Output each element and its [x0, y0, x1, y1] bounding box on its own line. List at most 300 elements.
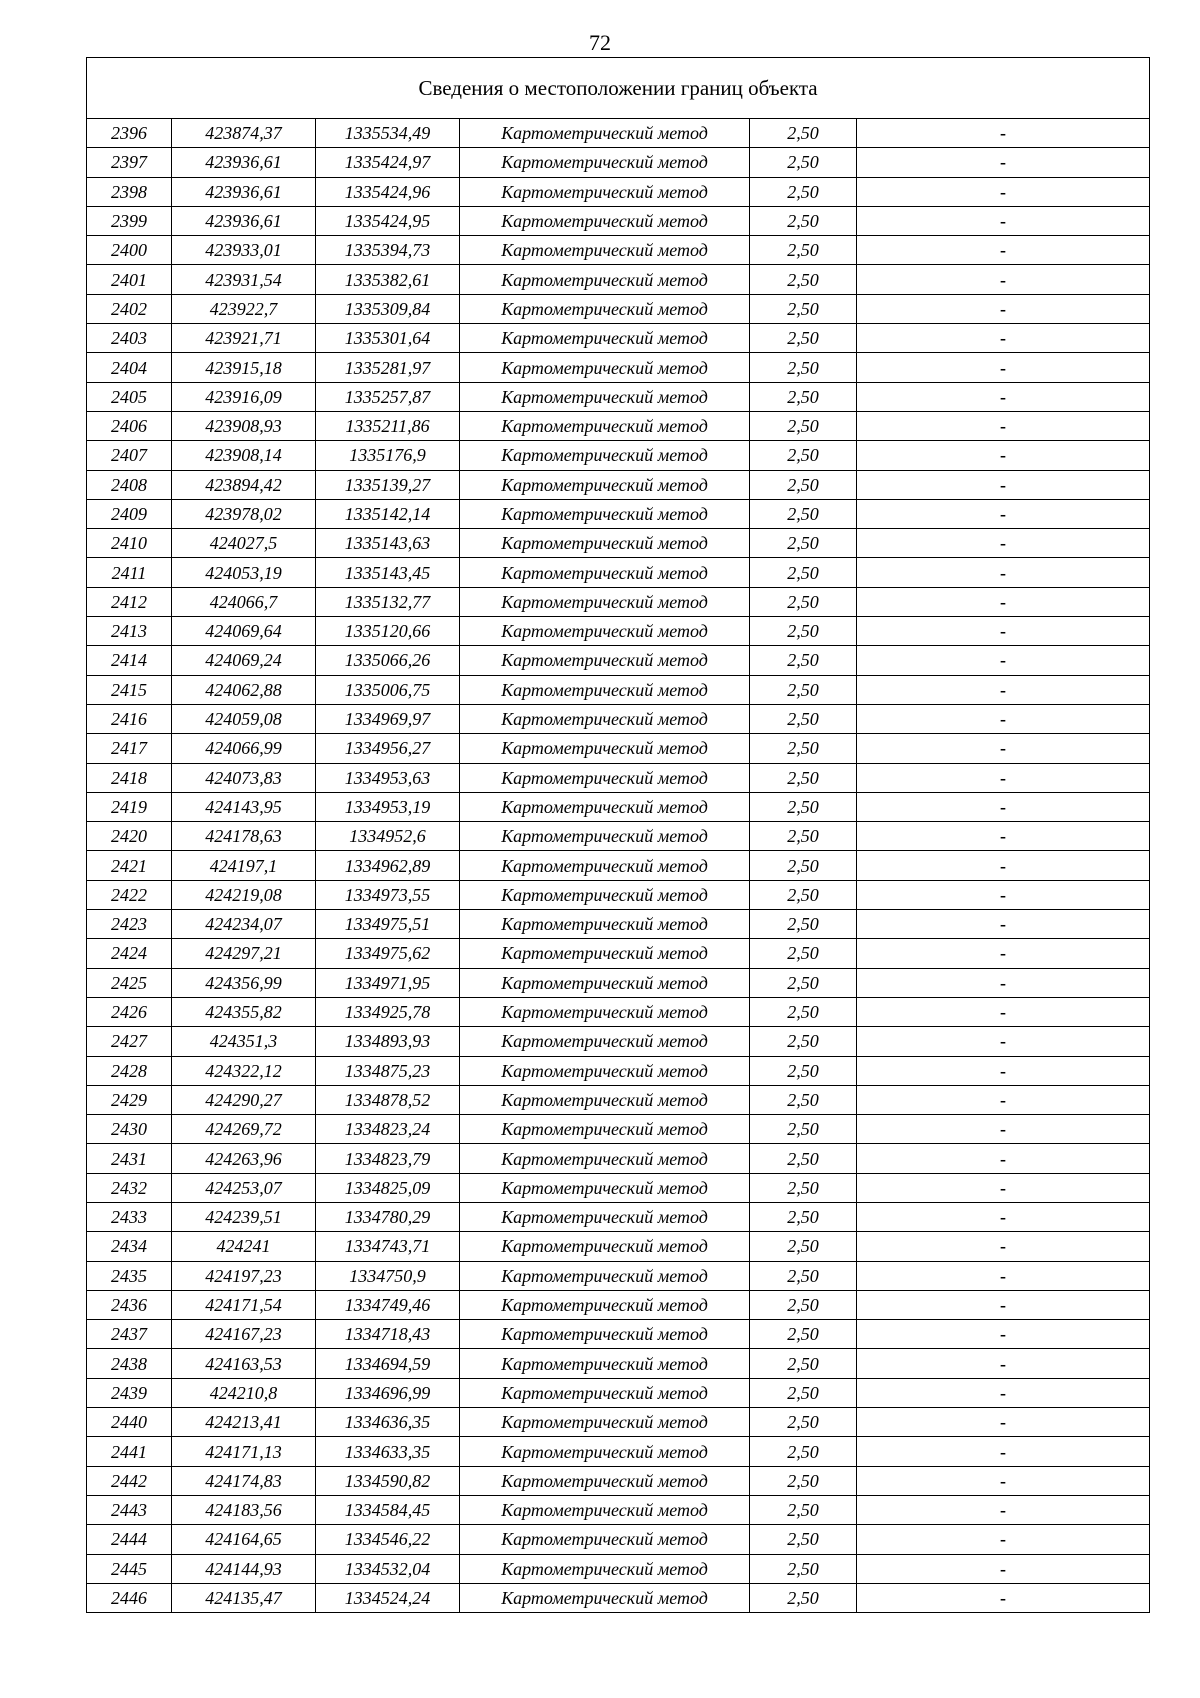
- x-coordinate-cell: 424069,64: [172, 617, 316, 646]
- y-coordinate-cell: 1334971,95: [316, 968, 460, 997]
- accuracy-cell: 2,50: [750, 1085, 857, 1114]
- accuracy-cell: 2,50: [750, 939, 857, 968]
- point-number-cell: 2417: [87, 734, 172, 763]
- accuracy-cell: 2,50: [750, 763, 857, 792]
- method-cell: Картометрический метод: [460, 734, 750, 763]
- x-coordinate-cell: 423978,02: [172, 499, 316, 528]
- accuracy-cell: 2,50: [750, 236, 857, 265]
- description-cell: -: [857, 1495, 1150, 1524]
- description-cell: -: [857, 1261, 1150, 1290]
- point-number-cell: 2414: [87, 646, 172, 675]
- method-cell: Картометрический метод: [460, 792, 750, 821]
- x-coordinate-cell: 424062,88: [172, 675, 316, 704]
- method-cell: Картометрический метод: [460, 1144, 750, 1173]
- x-coordinate-cell: 424239,51: [172, 1202, 316, 1231]
- description-cell: -: [857, 1437, 1150, 1466]
- table-row: [87, 1554, 1150, 1583]
- table-title: Сведения о местоположении границ объекта: [87, 58, 1150, 119]
- method-cell: Картометрический метод: [460, 529, 750, 558]
- description-cell: -: [857, 529, 1150, 558]
- x-coordinate-cell: 424164,65: [172, 1525, 316, 1554]
- method-cell: Картометрический метод: [460, 880, 750, 909]
- description-cell: -: [857, 1056, 1150, 1085]
- y-coordinate-cell: 1334953,63: [316, 763, 460, 792]
- accuracy-cell: 2,50: [750, 206, 857, 235]
- y-coordinate-cell: 1335394,73: [316, 236, 460, 265]
- point-number-cell: 2422: [87, 880, 172, 909]
- method-cell: Картометрический метод: [460, 177, 750, 206]
- x-coordinate-cell: 424219,08: [172, 880, 316, 909]
- point-number-cell: 2419: [87, 792, 172, 821]
- accuracy-cell: 2,50: [750, 1495, 857, 1524]
- accuracy-cell: 2,50: [750, 119, 857, 148]
- accuracy-cell: 2,50: [750, 529, 857, 558]
- point-number-cell: 2426: [87, 997, 172, 1026]
- table-row: [87, 529, 1150, 558]
- method-cell: Картометрический метод: [460, 1495, 750, 1524]
- method-cell: Картометрический метод: [460, 1378, 750, 1407]
- method-cell: Картометрический метод: [460, 1085, 750, 1114]
- point-number-cell: 2429: [87, 1085, 172, 1114]
- point-number-cell: 2445: [87, 1554, 172, 1583]
- description-cell: -: [857, 1144, 1150, 1173]
- accuracy-cell: 2,50: [750, 148, 857, 177]
- method-cell: Картометрический метод: [460, 704, 750, 733]
- point-number-cell: 2434: [87, 1232, 172, 1261]
- y-coordinate-cell: 1334962,89: [316, 851, 460, 880]
- method-cell: Картометрический метод: [460, 1437, 750, 1466]
- x-coordinate-cell: 424144,93: [172, 1554, 316, 1583]
- accuracy-cell: 2,50: [750, 1466, 857, 1495]
- table-row: [87, 411, 1150, 440]
- description-cell: -: [857, 704, 1150, 733]
- method-cell: Картометрический метод: [460, 294, 750, 323]
- description-cell: -: [857, 1378, 1150, 1407]
- table-row: [87, 1583, 1150, 1612]
- description-cell: -: [857, 294, 1150, 323]
- description-cell: -: [857, 441, 1150, 470]
- table-row: [87, 1466, 1150, 1495]
- table-row: [87, 968, 1150, 997]
- y-coordinate-cell: 1335176,9: [316, 441, 460, 470]
- table-row: [87, 1115, 1150, 1144]
- description-cell: -: [857, 236, 1150, 265]
- table-row: [87, 1290, 1150, 1319]
- point-number-cell: 2432: [87, 1173, 172, 1202]
- table-row: [87, 206, 1150, 235]
- accuracy-cell: 2,50: [750, 353, 857, 382]
- method-cell: Картометрический метод: [460, 763, 750, 792]
- table-row: [87, 1232, 1150, 1261]
- description-cell: -: [857, 822, 1150, 851]
- table-row: [87, 997, 1150, 1026]
- x-coordinate-cell: 424297,21: [172, 939, 316, 968]
- boundary-coordinates-table: [86, 57, 1150, 1613]
- method-cell: Картометрический метод: [460, 119, 750, 148]
- point-number-cell: 2403: [87, 324, 172, 353]
- accuracy-cell: 2,50: [750, 1525, 857, 1554]
- table-row: [87, 646, 1150, 675]
- x-coordinate-cell: 424135,47: [172, 1583, 316, 1612]
- point-number-cell: 2400: [87, 236, 172, 265]
- description-cell: -: [857, 1173, 1150, 1202]
- method-cell: Картометрический метод: [460, 1290, 750, 1319]
- accuracy-cell: 2,50: [750, 1115, 857, 1144]
- x-coordinate-cell: 424178,63: [172, 822, 316, 851]
- table-row: [87, 704, 1150, 733]
- point-number-cell: 2425: [87, 968, 172, 997]
- point-number-cell: 2435: [87, 1261, 172, 1290]
- x-coordinate-cell: 424351,3: [172, 1027, 316, 1056]
- method-cell: Картометрический метод: [460, 822, 750, 851]
- accuracy-cell: 2,50: [750, 1261, 857, 1290]
- description-cell: -: [857, 206, 1150, 235]
- table-row: [87, 1261, 1150, 1290]
- table-row: [87, 1349, 1150, 1378]
- point-number-cell: 2418: [87, 763, 172, 792]
- point-number-cell: 2407: [87, 441, 172, 470]
- method-cell: Картометрический метод: [460, 206, 750, 235]
- table-row: [87, 734, 1150, 763]
- table-row: [87, 587, 1150, 616]
- x-coordinate-cell: 424355,82: [172, 997, 316, 1026]
- method-cell: Картометрический метод: [460, 236, 750, 265]
- table-row: [87, 177, 1150, 206]
- table-row: [87, 119, 1150, 148]
- point-number-cell: 2401: [87, 265, 172, 294]
- table-row: [87, 1085, 1150, 1114]
- description-cell: -: [857, 265, 1150, 294]
- point-number-cell: 2430: [87, 1115, 172, 1144]
- accuracy-cell: 2,50: [750, 734, 857, 763]
- description-cell: -: [857, 880, 1150, 909]
- y-coordinate-cell: 1335382,61: [316, 265, 460, 294]
- table-row: [87, 1027, 1150, 1056]
- table-row: [87, 1202, 1150, 1231]
- description-cell: -: [857, 558, 1150, 587]
- accuracy-cell: 2,50: [750, 441, 857, 470]
- table-row: [87, 441, 1150, 470]
- method-cell: Картометрический метод: [460, 265, 750, 294]
- y-coordinate-cell: 1334952,6: [316, 822, 460, 851]
- method-cell: Картометрический метод: [460, 1554, 750, 1583]
- table-body: [87, 119, 1150, 1613]
- accuracy-cell: 2,50: [750, 1202, 857, 1231]
- point-number-cell: 2431: [87, 1144, 172, 1173]
- method-cell: Картометрический метод: [460, 1320, 750, 1349]
- y-coordinate-cell: 1335066,26: [316, 646, 460, 675]
- method-cell: Картометрический метод: [460, 939, 750, 968]
- method-cell: Картометрический метод: [460, 1525, 750, 1554]
- y-coordinate-cell: 1334636,35: [316, 1408, 460, 1437]
- table-row: [87, 617, 1150, 646]
- description-cell: -: [857, 1349, 1150, 1378]
- y-coordinate-cell: 1334975,51: [316, 910, 460, 939]
- page-number: 72: [589, 30, 611, 55]
- method-cell: Картометрический метод: [460, 851, 750, 880]
- point-number-cell: 2441: [87, 1437, 172, 1466]
- y-coordinate-cell: 1334524,24: [316, 1583, 460, 1612]
- description-cell: -: [857, 1554, 1150, 1583]
- y-coordinate-cell: 1334878,52: [316, 1085, 460, 1114]
- description-cell: -: [857, 382, 1150, 411]
- x-coordinate-cell: 424073,83: [172, 763, 316, 792]
- table-row: [87, 382, 1150, 411]
- description-cell: -: [857, 1408, 1150, 1437]
- table-row: [87, 294, 1150, 323]
- table-row: [87, 675, 1150, 704]
- x-coordinate-cell: 424356,99: [172, 968, 316, 997]
- y-coordinate-cell: 1334969,97: [316, 704, 460, 733]
- accuracy-cell: 2,50: [750, 382, 857, 411]
- x-coordinate-cell: 424263,96: [172, 1144, 316, 1173]
- table-row: [87, 822, 1150, 851]
- x-coordinate-cell: 424069,24: [172, 646, 316, 675]
- y-coordinate-cell: 1334953,19: [316, 792, 460, 821]
- y-coordinate-cell: 1335424,96: [316, 177, 460, 206]
- point-number-cell: 2410: [87, 529, 172, 558]
- y-coordinate-cell: 1335211,86: [316, 411, 460, 440]
- y-coordinate-cell: 1334780,29: [316, 1202, 460, 1231]
- method-cell: Картометрический метод: [460, 1232, 750, 1261]
- point-number-cell: 2438: [87, 1349, 172, 1378]
- y-coordinate-cell: 1335006,75: [316, 675, 460, 704]
- method-cell: Картометрический метод: [460, 382, 750, 411]
- description-cell: -: [857, 470, 1150, 499]
- point-number-cell: 2423: [87, 910, 172, 939]
- table-row: [87, 1437, 1150, 1466]
- point-number-cell: 2433: [87, 1202, 172, 1231]
- accuracy-cell: 2,50: [750, 324, 857, 353]
- x-coordinate-cell: 423894,42: [172, 470, 316, 499]
- table-row: [87, 1173, 1150, 1202]
- description-cell: -: [857, 851, 1150, 880]
- x-coordinate-cell: 423936,61: [172, 177, 316, 206]
- accuracy-cell: 2,50: [750, 1027, 857, 1056]
- table-row: [87, 880, 1150, 909]
- point-number-cell: 2415: [87, 675, 172, 704]
- method-cell: Картометрический метод: [460, 1173, 750, 1202]
- table-row: [87, 1144, 1150, 1173]
- x-coordinate-cell: 424197,1: [172, 851, 316, 880]
- table-row: [87, 236, 1150, 265]
- table-row: [87, 558, 1150, 587]
- y-coordinate-cell: 1334925,78: [316, 997, 460, 1026]
- description-cell: -: [857, 353, 1150, 382]
- description-cell: -: [857, 997, 1150, 1026]
- point-number-cell: 2409: [87, 499, 172, 528]
- description-cell: -: [857, 1085, 1150, 1114]
- y-coordinate-cell: 1334584,45: [316, 1495, 460, 1524]
- point-number-cell: 2427: [87, 1027, 172, 1056]
- point-number-cell: 2405: [87, 382, 172, 411]
- x-coordinate-cell: 423916,09: [172, 382, 316, 411]
- point-number-cell: 2436: [87, 1290, 172, 1319]
- description-cell: -: [857, 734, 1150, 763]
- description-cell: -: [857, 324, 1150, 353]
- accuracy-cell: 2,50: [750, 499, 857, 528]
- y-coordinate-cell: 1334823,79: [316, 1144, 460, 1173]
- table-row: [87, 470, 1150, 499]
- x-coordinate-cell: 424171,54: [172, 1290, 316, 1319]
- table-row: [87, 910, 1150, 939]
- description-cell: -: [857, 148, 1150, 177]
- accuracy-cell: 2,50: [750, 1173, 857, 1202]
- accuracy-cell: 2,50: [750, 1437, 857, 1466]
- point-number-cell: 2404: [87, 353, 172, 382]
- accuracy-cell: 2,50: [750, 1554, 857, 1583]
- point-number-cell: 2398: [87, 177, 172, 206]
- x-coordinate-cell: 424171,13: [172, 1437, 316, 1466]
- description-cell: -: [857, 119, 1150, 148]
- method-cell: Картометрический метод: [460, 353, 750, 382]
- method-cell: Картометрический метод: [460, 997, 750, 1026]
- description-cell: -: [857, 1027, 1150, 1056]
- point-number-cell: 2442: [87, 1466, 172, 1495]
- point-number-cell: 2412: [87, 587, 172, 616]
- description-cell: -: [857, 1232, 1150, 1261]
- accuracy-cell: 2,50: [750, 1290, 857, 1319]
- y-coordinate-cell: 1334975,62: [316, 939, 460, 968]
- y-coordinate-cell: 1335534,49: [316, 119, 460, 148]
- y-coordinate-cell: 1334750,9: [316, 1261, 460, 1290]
- description-cell: -: [857, 910, 1150, 939]
- description-cell: -: [857, 1202, 1150, 1231]
- table-row: [87, 324, 1150, 353]
- x-coordinate-cell: 423921,71: [172, 324, 316, 353]
- point-number-cell: 2416: [87, 704, 172, 733]
- description-cell: -: [857, 792, 1150, 821]
- accuracy-cell: 2,50: [750, 411, 857, 440]
- x-coordinate-cell: 424059,08: [172, 704, 316, 733]
- y-coordinate-cell: 1335424,95: [316, 206, 460, 235]
- accuracy-cell: 2,50: [750, 1056, 857, 1085]
- description-cell: -: [857, 1290, 1150, 1319]
- method-cell: Картометрический метод: [460, 1056, 750, 1085]
- method-cell: Картометрический метод: [460, 1583, 750, 1612]
- method-cell: Картометрический метод: [460, 441, 750, 470]
- point-number-cell: 2411: [87, 558, 172, 587]
- method-cell: Картометрический метод: [460, 558, 750, 587]
- accuracy-cell: 2,50: [750, 1378, 857, 1407]
- table-row: [87, 763, 1150, 792]
- point-number-cell: 2421: [87, 851, 172, 880]
- table-row: [87, 353, 1150, 382]
- description-cell: -: [857, 177, 1150, 206]
- description-cell: -: [857, 587, 1150, 616]
- y-coordinate-cell: 1335132,77: [316, 587, 460, 616]
- accuracy-cell: 2,50: [750, 851, 857, 880]
- point-number-cell: 2439: [87, 1378, 172, 1407]
- table-row: [87, 148, 1150, 177]
- y-coordinate-cell: 1335143,45: [316, 558, 460, 587]
- point-number-cell: 2428: [87, 1056, 172, 1085]
- description-cell: -: [857, 499, 1150, 528]
- point-number-cell: 2424: [87, 939, 172, 968]
- y-coordinate-cell: 1334825,09: [316, 1173, 460, 1202]
- x-coordinate-cell: 424053,19: [172, 558, 316, 587]
- x-coordinate-cell: 423936,61: [172, 206, 316, 235]
- description-cell: -: [857, 1320, 1150, 1349]
- x-coordinate-cell: 423933,01: [172, 236, 316, 265]
- y-coordinate-cell: 1335143,63: [316, 529, 460, 558]
- accuracy-cell: 2,50: [750, 177, 857, 206]
- point-number-cell: 2397: [87, 148, 172, 177]
- accuracy-cell: 2,50: [750, 1144, 857, 1173]
- x-coordinate-cell: 424167,23: [172, 1320, 316, 1349]
- description-cell: -: [857, 1583, 1150, 1612]
- y-coordinate-cell: 1334823,24: [316, 1115, 460, 1144]
- y-coordinate-cell: 1335120,66: [316, 617, 460, 646]
- accuracy-cell: 2,50: [750, 265, 857, 294]
- description-cell: -: [857, 675, 1150, 704]
- method-cell: Картометрический метод: [460, 1115, 750, 1144]
- point-number-cell: 2413: [87, 617, 172, 646]
- method-cell: Картометрический метод: [460, 646, 750, 675]
- point-number-cell: 2406: [87, 411, 172, 440]
- method-cell: Картометрический метод: [460, 1202, 750, 1231]
- accuracy-cell: 2,50: [750, 792, 857, 821]
- y-coordinate-cell: 1335257,87: [316, 382, 460, 411]
- accuracy-cell: 2,50: [750, 1583, 857, 1612]
- x-coordinate-cell: 424290,27: [172, 1085, 316, 1114]
- table-row: [87, 265, 1150, 294]
- point-number-cell: 2396: [87, 119, 172, 148]
- method-cell: Картометрический метод: [460, 470, 750, 499]
- x-coordinate-cell: 424253,07: [172, 1173, 316, 1202]
- method-cell: Картометрический метод: [460, 411, 750, 440]
- accuracy-cell: 2,50: [750, 587, 857, 616]
- x-coordinate-cell: 424066,7: [172, 587, 316, 616]
- method-cell: Картометрический метод: [460, 675, 750, 704]
- accuracy-cell: 2,50: [750, 646, 857, 675]
- y-coordinate-cell: 1335309,84: [316, 294, 460, 323]
- y-coordinate-cell: 1334749,46: [316, 1290, 460, 1319]
- description-cell: -: [857, 646, 1150, 675]
- y-coordinate-cell: 1334532,04: [316, 1554, 460, 1583]
- x-coordinate-cell: 423922,7: [172, 294, 316, 323]
- table-row: [87, 1378, 1150, 1407]
- y-coordinate-cell: 1335139,27: [316, 470, 460, 499]
- point-number-cell: 2444: [87, 1525, 172, 1554]
- y-coordinate-cell: 1334696,99: [316, 1378, 460, 1407]
- x-coordinate-cell: 424183,56: [172, 1495, 316, 1524]
- description-cell: -: [857, 1525, 1150, 1554]
- accuracy-cell: 2,50: [750, 558, 857, 587]
- point-number-cell: 2443: [87, 1495, 172, 1524]
- x-coordinate-cell: 424163,53: [172, 1349, 316, 1378]
- x-coordinate-cell: 423936,61: [172, 148, 316, 177]
- description-cell: -: [857, 763, 1150, 792]
- x-coordinate-cell: 424241: [172, 1232, 316, 1261]
- method-cell: Картометрический метод: [460, 1027, 750, 1056]
- method-cell: Картометрический метод: [460, 1466, 750, 1495]
- point-number-cell: 2399: [87, 206, 172, 235]
- accuracy-cell: 2,50: [750, 617, 857, 646]
- description-cell: -: [857, 411, 1150, 440]
- x-coordinate-cell: 424197,23: [172, 1261, 316, 1290]
- method-cell: Картометрический метод: [460, 148, 750, 177]
- table-row: [87, 499, 1150, 528]
- y-coordinate-cell: 1334893,93: [316, 1027, 460, 1056]
- x-coordinate-cell: 423908,93: [172, 411, 316, 440]
- x-coordinate-cell: 423915,18: [172, 353, 316, 382]
- method-cell: Картометрический метод: [460, 499, 750, 528]
- method-cell: Картометрический метод: [460, 968, 750, 997]
- accuracy-cell: 2,50: [750, 1349, 857, 1378]
- table-row: [87, 1525, 1150, 1554]
- table-row: [87, 1495, 1150, 1524]
